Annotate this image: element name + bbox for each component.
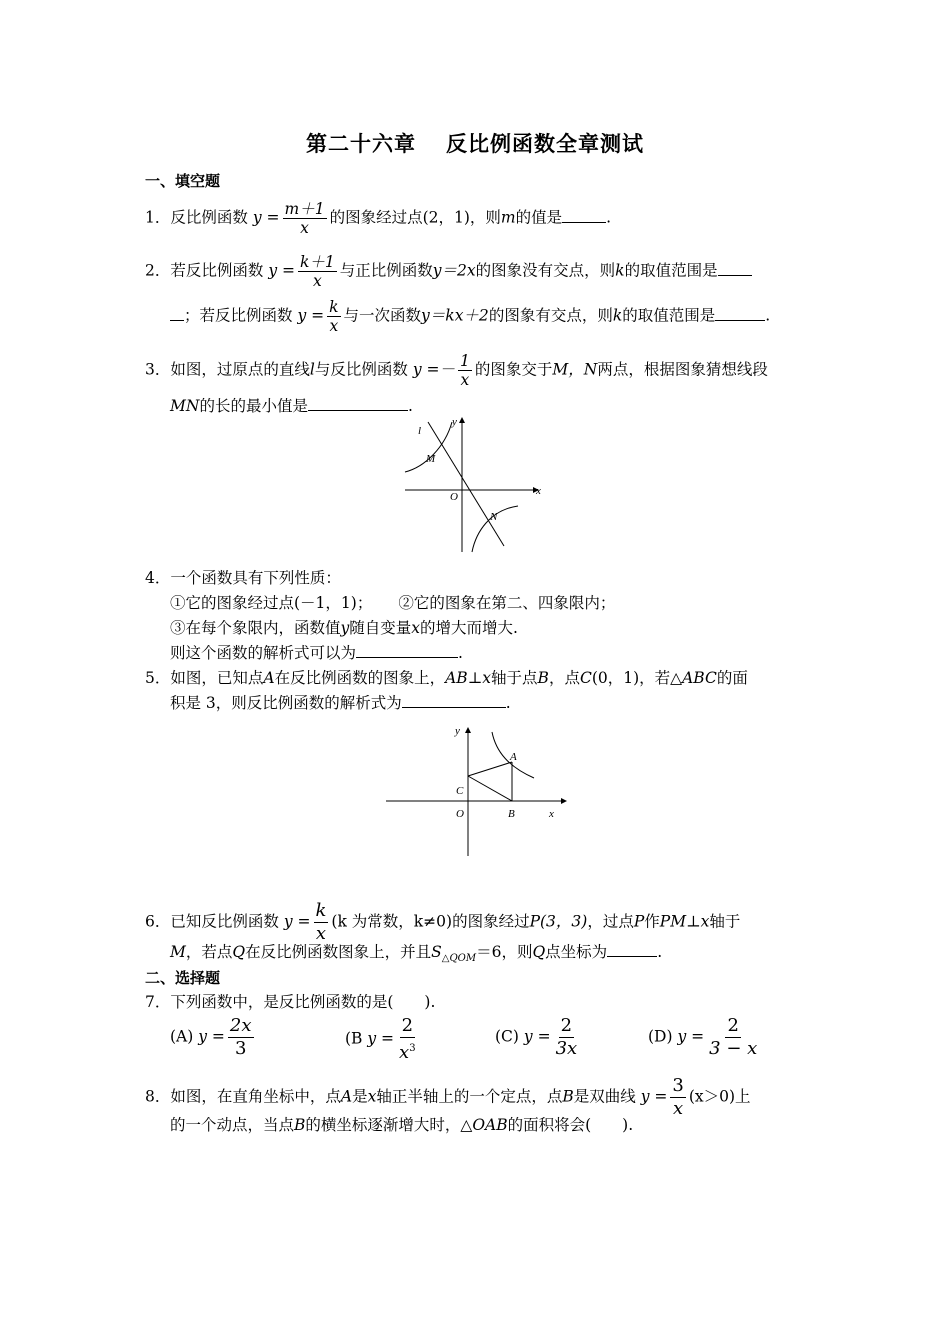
answer-blank[interactable]	[607, 942, 657, 957]
question-6: 6．已知反比例函数 y = $\frac{k}{x}$ (k 为常数，k≠0)的图象经过P(3，3)，过点P作PM⊥x轴于	[145, 900, 741, 944]
question-1: 1．反比例函数 y = $\frac{m+1}{x}$ 的图象经过点(2，1)，则m的值是 .	[145, 200, 612, 237]
question-7: 7．下列函数中，是反比例函数的是( ).	[145, 993, 436, 1011]
option-c[interactable]: (C) y = $\frac{2}{3x}$	[495, 1015, 578, 1059]
label-x: x	[549, 808, 554, 820]
answer-blank[interactable]	[356, 643, 458, 658]
label-C: C	[456, 785, 464, 797]
label-O: O	[456, 808, 464, 820]
option-a[interactable]: (A) y = $\frac{2x}{3}$	[170, 1015, 252, 1059]
label-M: M	[426, 453, 436, 465]
option-d[interactable]: (D) y = $\frac{2}{3 - x}$	[648, 1015, 758, 1059]
question-5: 5．如图，已知点A在反比例函数的图象上，AB⊥x轴于点B，点C(0，1)，若△ABC的面	[145, 669, 748, 687]
label-B: B	[508, 808, 515, 820]
figure-q5-graph	[384, 722, 574, 860]
answer-blank[interactable]	[170, 306, 184, 321]
question-3-line2: MN的长的最小值是 .	[170, 397, 413, 415]
page-title	[0, 128, 950, 158]
label-N: N	[490, 511, 498, 523]
answer-blank[interactable]	[718, 261, 752, 276]
question-3: 3．如图，过原点的直线l与反比例函数 y =－ $\frac{1}{x}$ 的图象交于M，N两点，根据图象猜想线段	[145, 352, 768, 389]
question-5-line2: 积是 3，则反比例函数的解析式为 .	[170, 694, 511, 712]
label-A: A	[510, 751, 517, 763]
section-fill-blank: 一、填空题	[145, 172, 221, 190]
segment-CB	[468, 776, 512, 801]
chapter-title: 反比例函数全章测试	[446, 131, 644, 156]
label-O: O	[450, 491, 458, 503]
label-y: y	[452, 416, 457, 428]
chapter-label: 第二十六章	[306, 131, 416, 156]
question-4-prop3: ③在每个象限内，函数值y随自变量x的增大而增大.	[170, 619, 518, 637]
question-6-line2: M，若点Q在反比例函数图象上，并且$S_{\triangle QOM}=6$，则Q点坐标为 .	[170, 943, 663, 965]
label-l: l	[418, 425, 422, 437]
question-8: 8．如图，在直角坐标中，点A是x轴正半轴上的一个定点，点B是双曲线 y = $\frac{3}{x}$ (x＞0)上	[145, 1075, 751, 1119]
line-l	[428, 422, 504, 546]
question-4-props: ①它的图象经过点(－1，1)； ②它的图象在第二、四象限内；	[170, 594, 616, 612]
question-4: 4．一个函数具有下列性质：	[145, 569, 341, 587]
question-2-line2: ；若反比例函数 y = $\frac{k}{x}$ 与一次函数y＝kx＋2的图象有交点，则k的取值范围是 .	[170, 298, 770, 335]
option-b[interactable]: (B y = $\frac{2}{x^3}$	[345, 1015, 416, 1063]
figure-q3-graph	[400, 412, 550, 558]
answer-blank[interactable]	[562, 208, 606, 223]
question-8-line2: 的一个动点，当点B的横坐标逐渐增大时，△OAB的面积将会( ).	[170, 1116, 634, 1134]
label-x: x	[536, 485, 541, 497]
answer-blank[interactable]	[308, 396, 408, 411]
answer-blank[interactable]	[402, 693, 506, 708]
question-2: 2．若反比例函数 y = $\frac{k+1}{x}$ 与正比例函数y＝2x的图象没有交点，则k的取值范围是	[145, 253, 752, 290]
answer-blank[interactable]	[715, 306, 765, 321]
label-y: y	[455, 725, 460, 737]
section-choice: 二、选择题	[145, 969, 221, 987]
segment-CA	[468, 762, 512, 776]
question-4-line4: 则这个函数的解析式可以为 .	[170, 644, 463, 662]
